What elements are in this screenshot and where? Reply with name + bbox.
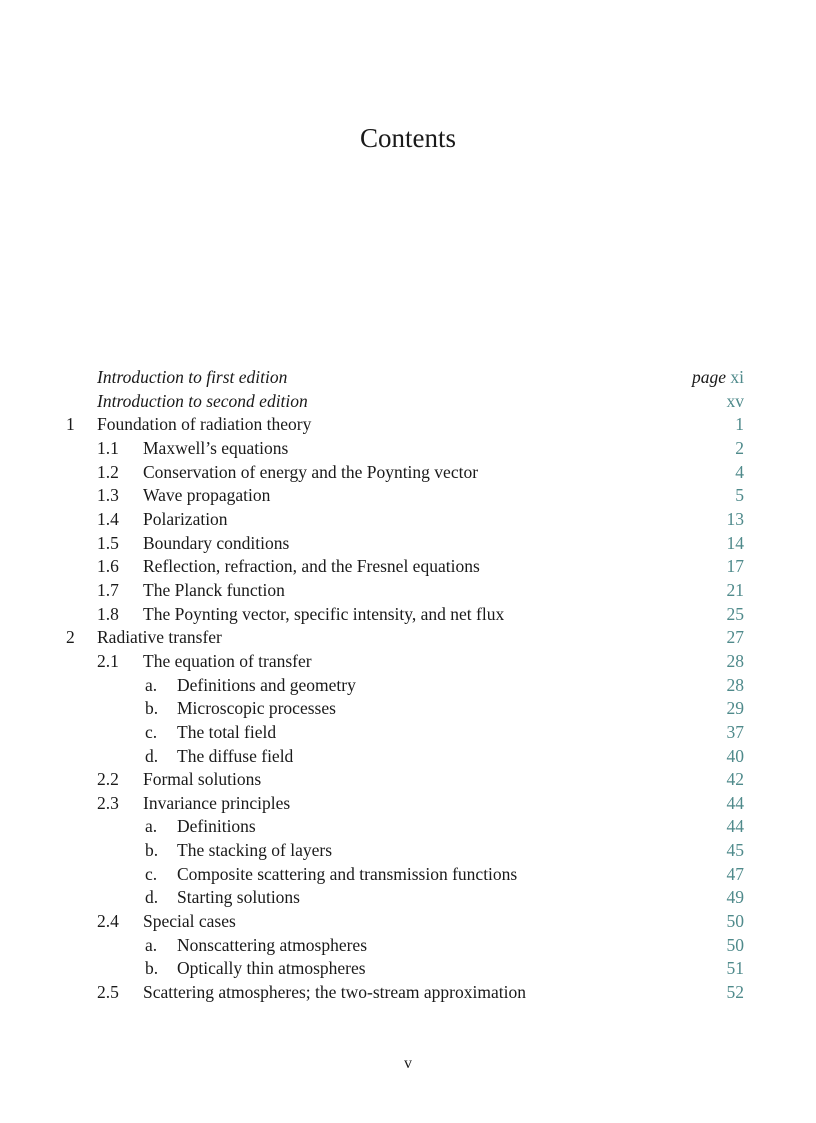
toc-entry-title: Nonscattering atmospheres bbox=[177, 934, 368, 955]
toc-entry[interactable] bbox=[0, 674, 816, 698]
page-link[interactable]: 47 bbox=[726, 863, 744, 884]
page-link[interactable]: xv bbox=[726, 390, 744, 411]
toc-entry-title: Definitions bbox=[177, 816, 256, 837]
toc-entry-number: 1.2 bbox=[97, 461, 119, 482]
page-link[interactable]: 14 bbox=[726, 532, 744, 553]
toc-entry-title: Wave propagation bbox=[143, 485, 271, 506]
toc-entry-title: Polarization bbox=[143, 508, 228, 529]
toc-entry-page bbox=[727, 532, 745, 556]
toc-entry[interactable] bbox=[0, 461, 816, 485]
toc-entry-number: 1.3 bbox=[97, 485, 119, 506]
toc-entry-number: c. bbox=[145, 863, 158, 884]
toc-entry[interactable] bbox=[0, 839, 816, 863]
toc-entry-number: b. bbox=[145, 958, 159, 979]
toc-entry[interactable] bbox=[0, 390, 816, 414]
toc-entry-title: Definitions and geometry bbox=[177, 674, 356, 695]
toc-entry-number: d. bbox=[145, 745, 159, 766]
page-link[interactable]: 13 bbox=[726, 508, 744, 529]
toc-entry-page bbox=[727, 792, 745, 816]
page-link[interactable]: 44 bbox=[726, 792, 744, 813]
toc-entry-page bbox=[727, 886, 745, 910]
toc-entry-title: Starting solutions bbox=[177, 887, 300, 908]
toc-entry-page bbox=[735, 484, 744, 508]
toc-entry-number: 2.2 bbox=[97, 769, 119, 790]
toc-entry-page bbox=[727, 815, 745, 839]
toc-entry-number: a. bbox=[145, 816, 158, 837]
toc-entry-title: Special cases bbox=[143, 911, 236, 932]
toc-entry-page bbox=[727, 626, 745, 650]
page-link[interactable]: 4 bbox=[735, 461, 744, 482]
toc-entry-title: Conservation of energy and the Poynting vector bbox=[143, 461, 479, 482]
page-link[interactable]: 27 bbox=[726, 627, 744, 648]
toc-entry-page bbox=[735, 413, 744, 437]
page-link[interactable]: 44 bbox=[726, 816, 744, 837]
toc-entry-page bbox=[727, 957, 745, 981]
toc-entry-page bbox=[727, 910, 745, 934]
toc-entry[interactable] bbox=[0, 484, 816, 508]
toc-entry-number: 2.5 bbox=[97, 982, 119, 1003]
toc-entry-number: b. bbox=[145, 840, 159, 861]
toc-entry-page bbox=[735, 461, 744, 485]
toc-entry[interactable] bbox=[0, 981, 816, 1005]
toc-entry-title: Boundary conditions bbox=[143, 532, 290, 553]
page-link[interactable]: 17 bbox=[726, 556, 744, 577]
toc-entry[interactable] bbox=[0, 508, 816, 532]
toc-entry-number: b. bbox=[145, 698, 159, 719]
toc-entry[interactable] bbox=[0, 532, 816, 556]
toc-entry[interactable] bbox=[0, 366, 816, 390]
page-link[interactable]: 25 bbox=[726, 603, 744, 624]
toc-entry-page bbox=[727, 390, 745, 414]
toc-entry-page bbox=[727, 674, 745, 698]
toc-entry-page bbox=[727, 768, 745, 792]
toc-entry-page bbox=[727, 745, 745, 769]
toc-entry-number: 1.5 bbox=[97, 532, 119, 553]
page-link[interactable]: 50 bbox=[726, 934, 744, 955]
toc-entry[interactable] bbox=[0, 626, 816, 650]
page-number-footer: v bbox=[404, 1055, 412, 1072]
toc-entry[interactable] bbox=[0, 957, 816, 981]
toc-entry-title: Foundation of radiation theory bbox=[97, 414, 312, 435]
toc-entry-title: The Planck function bbox=[143, 579, 285, 600]
toc-entry-number: 2.3 bbox=[97, 792, 119, 813]
toc-entry-number: 1.1 bbox=[97, 437, 119, 458]
toc-entry-page bbox=[692, 366, 744, 390]
toc-entry-number: 1.6 bbox=[97, 556, 119, 577]
toc-entry-title: The total field bbox=[177, 721, 277, 742]
toc-entry[interactable] bbox=[0, 768, 816, 792]
toc-entry[interactable] bbox=[0, 413, 816, 437]
page-link[interactable]: xi bbox=[730, 367, 744, 387]
page-link[interactable]: 49 bbox=[726, 887, 744, 908]
toc-entry[interactable] bbox=[0, 697, 816, 721]
toc-entry-page bbox=[727, 981, 745, 1005]
toc-entry-page bbox=[727, 555, 745, 579]
page-link[interactable]: 28 bbox=[726, 650, 744, 671]
toc-entry-title: Scattering atmospheres; the two-stream approximation bbox=[143, 982, 526, 1003]
toc-entry-number: 2.1 bbox=[97, 650, 119, 671]
toc-entry-number: 1 bbox=[66, 414, 75, 435]
toc-entry-page bbox=[727, 650, 745, 674]
page-link[interactable]: 51 bbox=[726, 958, 744, 979]
toc-entry[interactable] bbox=[0, 815, 816, 839]
toc-entry-page bbox=[727, 697, 745, 721]
toc-entry[interactable] bbox=[0, 721, 816, 745]
table-of-contents bbox=[0, 366, 816, 1005]
toc-entry-page bbox=[727, 579, 745, 603]
toc-entry-title: Formal solutions bbox=[143, 769, 262, 790]
toc-entry-title: Introduction to second edition bbox=[97, 390, 308, 411]
toc-entry-number: 1.8 bbox=[97, 603, 119, 624]
toc-entry-number: a. bbox=[145, 674, 158, 695]
toc-entry-title: The Poynting vector, specific intensity, and net flux bbox=[143, 603, 505, 624]
page-title: Contents bbox=[359, 123, 456, 153]
toc-entry[interactable] bbox=[0, 934, 816, 958]
toc-entry-title: The equation of transfer bbox=[143, 650, 312, 671]
toc-entry-number: a. bbox=[145, 934, 158, 955]
toc-entry[interactable] bbox=[0, 555, 816, 579]
toc-entry-title: Maxwell’s equations bbox=[143, 437, 289, 458]
toc-entry-title: The diffuse field bbox=[177, 745, 294, 766]
toc-entry-title: Introduction to first edition bbox=[97, 367, 288, 387]
toc-entry-number: 2 bbox=[66, 627, 75, 648]
page-link[interactable]: 1 bbox=[735, 414, 744, 435]
toc-entry[interactable] bbox=[0, 437, 816, 461]
toc-entry-title: Microscopic processes bbox=[177, 698, 336, 719]
toc-entry-number: 1.4 bbox=[97, 508, 119, 529]
toc-entry[interactable] bbox=[0, 745, 816, 769]
toc-entry[interactable] bbox=[0, 910, 816, 934]
toc-entry-title: Invariance principles bbox=[143, 792, 291, 813]
page-link[interactable]: 52 bbox=[726, 982, 744, 1003]
page-link[interactable]: 42 bbox=[726, 769, 744, 790]
page-link[interactable]: 50 bbox=[726, 911, 744, 932]
toc-entry-title: Optically thin atmospheres bbox=[177, 958, 366, 979]
toc-entry[interactable] bbox=[0, 863, 816, 887]
toc-entry-number: d. bbox=[145, 887, 159, 908]
toc-entry-title: Reflection, refraction, and the Fresnel equations bbox=[143, 556, 480, 577]
toc-entry-number: c. bbox=[145, 721, 158, 742]
toc-entry-number: 2.4 bbox=[97, 911, 119, 932]
toc-entry[interactable] bbox=[0, 579, 816, 603]
toc-entry-page bbox=[727, 603, 745, 627]
page-prefix-label: page bbox=[691, 367, 726, 387]
toc-entry-title: Composite scattering and transmission functions bbox=[177, 863, 518, 884]
toc-entry-page bbox=[727, 721, 745, 745]
page-link[interactable]: 29 bbox=[726, 698, 744, 719]
page-link[interactable]: 45 bbox=[726, 840, 744, 861]
page-link[interactable]: 37 bbox=[726, 721, 744, 742]
toc-entry[interactable] bbox=[0, 603, 816, 627]
page-link[interactable]: 5 bbox=[735, 485, 744, 506]
toc-entry-page bbox=[727, 863, 745, 887]
toc-entry-page bbox=[735, 437, 744, 461]
toc-entry-page bbox=[727, 839, 745, 863]
toc-entry[interactable] bbox=[0, 886, 816, 910]
toc-entry[interactable] bbox=[0, 650, 816, 674]
page-link[interactable]: 40 bbox=[726, 745, 744, 766]
toc-entry[interactable] bbox=[0, 792, 816, 816]
page-link[interactable]: 21 bbox=[726, 579, 744, 600]
toc-entry-page bbox=[727, 508, 745, 532]
toc-entry-title: The stacking of layers bbox=[177, 840, 333, 861]
toc-entry-title: Radiative transfer bbox=[97, 627, 222, 648]
page-link[interactable]: 2 bbox=[735, 437, 744, 458]
toc-entry-number: 1.7 bbox=[97, 579, 119, 600]
page-link[interactable]: 28 bbox=[726, 674, 744, 695]
toc-entry-page bbox=[727, 934, 745, 958]
